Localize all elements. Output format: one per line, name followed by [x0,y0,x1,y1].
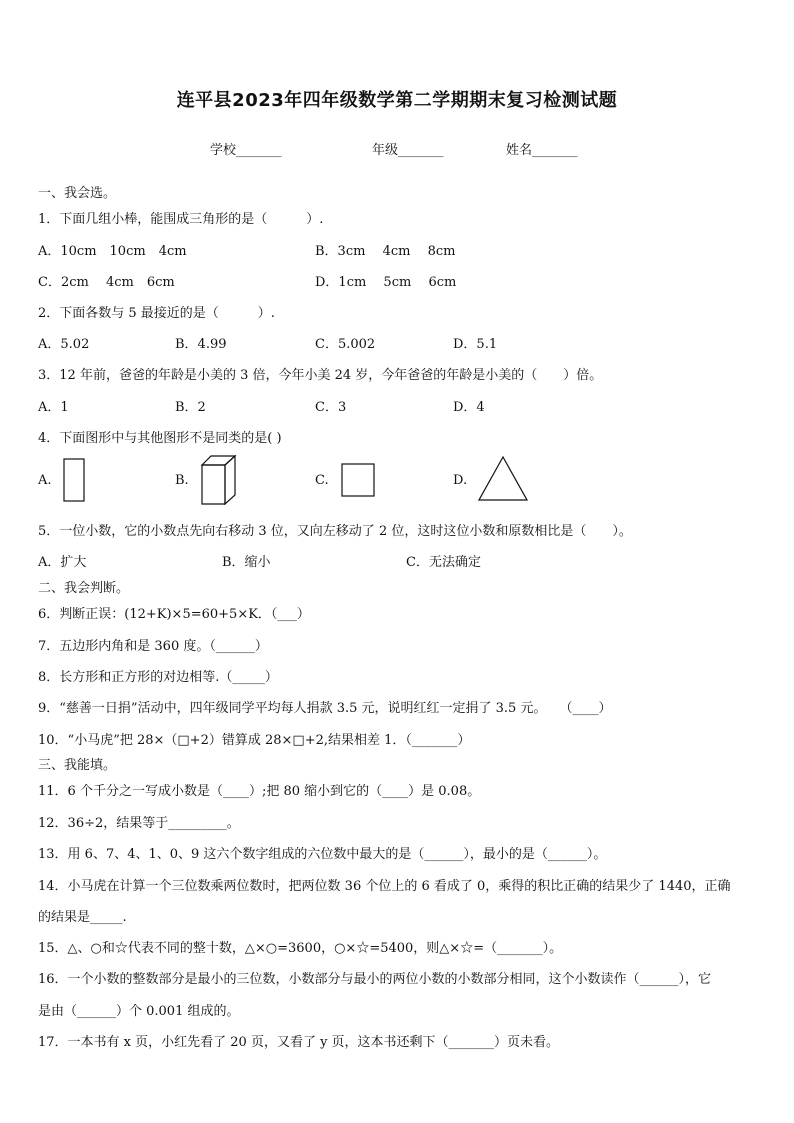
section-heading-fill: 三、我能填。 [38,758,117,773]
page-title: 连平县2023年四年级数学第二学期期末复习检测试题 [176,90,618,111]
question-5-option-a: A．扩大 [38,555,87,570]
question-2-option-b: B．4.99 [175,337,227,352]
question-9: 9．“慈善一日捐”活动中，四年级同学平均每人捐款 3.5 元，说明红红一定捐了 3.5 元。 （____） [38,701,612,716]
question-3-option-d: D．4 [453,400,485,415]
question-1-option-c: C．2cm 4cm 6cm [38,275,175,290]
question-10: 10．“小马虎”把 28×（□+2）错算成 28×□+2,结果相差 1．（_______） [38,733,471,748]
question-13: 13．用 6、7、4、1、0、9 这六个数字组成的六位数中最大的是（______），最小的是（______）。 [38,847,607,862]
question-1-stem: 1．下面几组小棒，能围成三角形的是（ ）. [38,212,324,227]
question-8: 8．长方形和正方形的对边相等.（_____） [38,670,278,685]
question-7: 7．五边形内角和是 360 度。（______） [38,639,268,654]
grade-field: 年级_______ [372,143,444,158]
question-5-option-c: C．无法确定 [406,555,481,570]
question-3-option-a: A．1 [38,400,69,415]
question-5-option-b: B．缩小 [222,555,271,570]
question-16-line-1: 16．一个小数的整数部分是最小的三位数，小数部分与最小的两位小数的小数部分相同，这个小数读作（______），它 [38,972,712,987]
question-1-option-a: A．10cm 10cm 4cm [38,244,187,259]
question-4-option-c: C. [315,473,329,488]
question-2-option-a: A．5.02 [38,337,90,352]
cuboid-shape [201,455,237,505]
school-field: 学校_______ [210,143,282,158]
triangle-shape [478,456,528,502]
question-14-line-1: 14．小马虎在计算一个三位数乘两位数时，把两位数 36 个位上的 6 看成了 0，乘得的积比正确的结果少了 1440，正确 [38,879,731,894]
square-shape [341,463,375,497]
question-4-option-b: B. [175,473,189,488]
question-3-option-c: C．3 [315,400,347,415]
section-heading-judge: 二、我会判断。 [38,581,130,596]
question-17: 17．一本书有 x 页，小红先看了 20 页，又看了 y 页，这本书还剩下（_______）页未看。 [38,1035,560,1050]
question-4-stem: 4．下面图形中与其他图形不是同类的是( ) [38,431,282,446]
question-3-option-b: B．2 [175,400,206,415]
question-14-line-2: 的结果是_____. [38,910,127,925]
question-4-option-d: D. [453,473,468,488]
question-5-stem: 5．一位小数，它的小数点先向右移动 3 位，又向左移动了 2 位，这时这位小数和原数相比是（ ）。 [38,524,632,539]
question-2-stem: 2．下面各数与 5 最接近的是（ ）. [38,306,275,321]
question-2-option-c: C．5.002 [315,337,376,352]
question-16-line-2: 是由（______）个 0.001 组成的。 [38,1004,240,1019]
question-1-option-d: D．1cm 5cm 6cm [315,275,457,290]
question-2-option-d: D．5.1 [453,337,498,352]
question-12: 12．36÷2，结果等于_________。 [38,816,240,831]
name-field: 姓名_______ [506,143,578,158]
question-4-option-a: A. [38,473,52,488]
question-1-option-b: B．3cm 4cm 8cm [315,244,456,259]
section-heading-choice: 一、我会选。 [38,186,117,201]
question-6: 6．判断正误：(12+K)×5=60+5×K．（___） [38,607,310,622]
question-3-stem: 3．12 年前，爸爸的年龄是小美的 3 倍，今年小美 24 岁，今年爸爸的年龄是小美的（ ）倍。 [38,368,603,383]
question-11: 11．6 个千分之一写成小数是（____）;把 80 缩小到它的（____）是 0.08。 [38,784,481,799]
tall-rectangle-shape [63,458,85,502]
question-15: 15．△、○和☆代表不同的整十数，△×○=3600，○×☆=5400，则△×☆=（_______）。 [38,941,563,956]
